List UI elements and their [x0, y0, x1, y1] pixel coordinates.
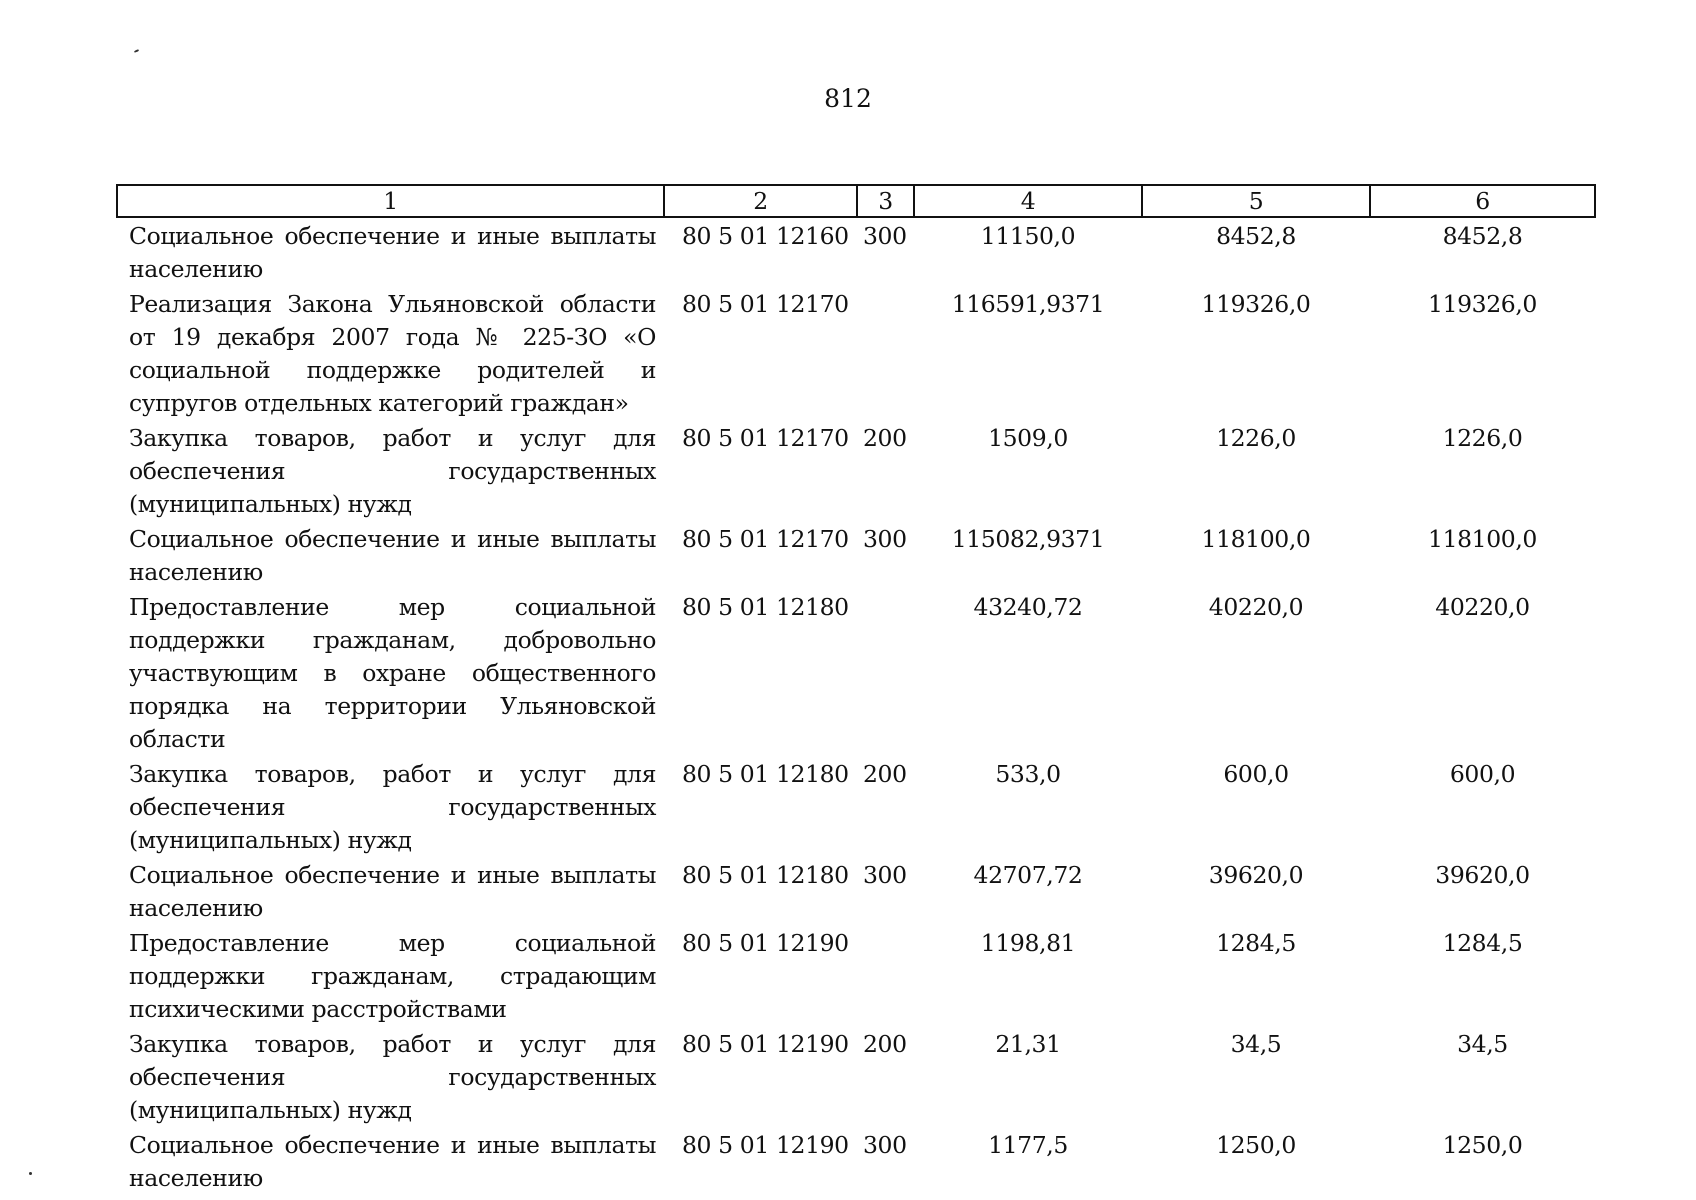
row-value-5: 600,0 — [1223, 760, 1289, 788]
row-name: Закупка товаров, работ и услуг для обеспечения государственных (муниципальных) нужд — [129, 760, 656, 854]
page-number: 812 — [824, 84, 872, 113]
row-value-4: 116591,9371 — [951, 290, 1105, 318]
table-row — [117, 925, 1595, 1026]
table-row — [117, 1127, 1595, 1195]
row-name: Социальное обеспечение и иные выплаты населению — [129, 861, 656, 922]
row-value-5: 119326,0 — [1201, 290, 1311, 318]
row-value-6: 39620,0 — [1435, 861, 1530, 889]
row-kbk: 80 5 01 12180 — [682, 861, 849, 889]
table-row — [117, 756, 1595, 857]
table-row — [117, 521, 1595, 589]
scan-speck — [29, 1172, 32, 1175]
row-expense-type: 300 — [863, 525, 907, 553]
row-value-5: 34,5 — [1230, 1030, 1282, 1058]
row-value-5: 1226,0 — [1216, 424, 1296, 452]
scan-speck — [134, 49, 139, 53]
row-name: Социальное обеспечение и иные выплаты населению — [129, 222, 656, 283]
row-name: Предоставление мер социальной поддержки гражданам, добровольно участвующим в охране общественного порядка на территории Ульяновской области — [129, 593, 656, 753]
row-kbk: 80 5 01 12160 — [682, 222, 849, 250]
row-expense-type: 200 — [863, 424, 907, 452]
row-value-4: 1198,81 — [980, 929, 1076, 957]
row-value-6: 119326,0 — [1428, 290, 1537, 318]
row-value-4: 43240,72 — [973, 593, 1083, 621]
table-row — [117, 286, 1595, 420]
row-kbk: 80 5 01 12170 — [682, 290, 849, 318]
row-value-5: 118100,0 — [1201, 525, 1311, 553]
row-expense-type: 300 — [863, 861, 907, 889]
row-value-4: 1177,5 — [988, 1131, 1068, 1159]
row-value-4: 42707,72 — [973, 861, 1083, 889]
row-value-6: 600,0 — [1449, 760, 1516, 788]
row-kbk: 80 5 01 12170 — [682, 525, 849, 553]
row-name: Социальное обеспечение и иные выплаты населению — [129, 525, 656, 586]
column-header-6: 6 — [1370, 185, 1595, 217]
row-value-4: 115082,9371 — [951, 525, 1105, 553]
row-expense-type — [857, 589, 914, 756]
row-name: Реализация Закона Ульяновской области от 19 декабря 2007 года № 225-ЗО «О социальной поддержке родителей и супругов отдельных категорий граждан» — [129, 290, 656, 417]
row-value-5: 1250,0 — [1216, 1131, 1296, 1159]
row-expense-type: 300 — [863, 1131, 907, 1159]
row-value-5: 1284,5 — [1216, 929, 1296, 957]
column-header-1: 1 — [117, 185, 664, 217]
table-row — [117, 589, 1595, 756]
budget-table — [116, 184, 1596, 1195]
table-header — [117, 185, 1595, 217]
row-kbk: 80 5 01 12190 — [682, 929, 849, 957]
row-value-6: 40220,0 — [1435, 593, 1530, 621]
row-name: Социальное обеспечение и иные выплаты населению — [129, 1131, 656, 1192]
row-value-4: 11150,0 — [980, 222, 1076, 250]
column-header-4: 4 — [914, 185, 1142, 217]
row-kbk: 80 5 01 12190 — [682, 1030, 849, 1058]
row-value-5: 39620,0 — [1208, 861, 1304, 889]
row-value-4: 533,0 — [995, 760, 1061, 788]
header-row — [117, 185, 1595, 217]
table-row — [117, 1026, 1595, 1127]
row-name: Предоставление мер социальной поддержки гражданам, страдающим психическими расстройствами — [129, 929, 656, 1023]
column-header-3: 3 — [857, 185, 914, 217]
row-value-5: 8452,8 — [1216, 222, 1296, 250]
row-kbk: 80 5 01 12180 — [682, 760, 849, 788]
row-name: Закупка товаров, работ и услуг для обеспечения государственных (муниципальных) нужд — [129, 424, 656, 518]
row-value-4: 21,31 — [995, 1030, 1061, 1058]
row-name: Закупка товаров, работ и услуг для обеспечения государственных (муниципальных) нужд — [129, 1030, 656, 1124]
row-value-6: 1226,0 — [1442, 424, 1523, 452]
row-value-6: 8452,8 — [1442, 222, 1523, 250]
row-value-6: 34,5 — [1457, 1030, 1508, 1058]
table-body — [117, 217, 1595, 1195]
column-header-2: 2 — [664, 185, 857, 217]
row-expense-type: 200 — [863, 760, 907, 788]
table-row — [117, 420, 1595, 521]
row-kbk: 80 5 01 12190 — [682, 1131, 849, 1159]
row-value-6: 1284,5 — [1442, 929, 1523, 957]
row-value-6: 118100,0 — [1428, 525, 1537, 553]
table-row — [117, 857, 1595, 925]
row-expense-type: 200 — [863, 1030, 907, 1058]
row-kbk: 80 5 01 12180 — [682, 593, 849, 621]
row-expense-type — [857, 286, 914, 420]
row-value-4: 1509,0 — [988, 424, 1068, 452]
column-header-5: 5 — [1142, 185, 1370, 217]
row-expense-type: 300 — [863, 222, 907, 250]
row-value-6: 1250,0 — [1442, 1131, 1523, 1159]
row-kbk: 80 5 01 12170 — [682, 424, 849, 452]
table-row — [117, 217, 1595, 286]
row-value-5: 40220,0 — [1208, 593, 1304, 621]
row-expense-type — [857, 925, 914, 1026]
